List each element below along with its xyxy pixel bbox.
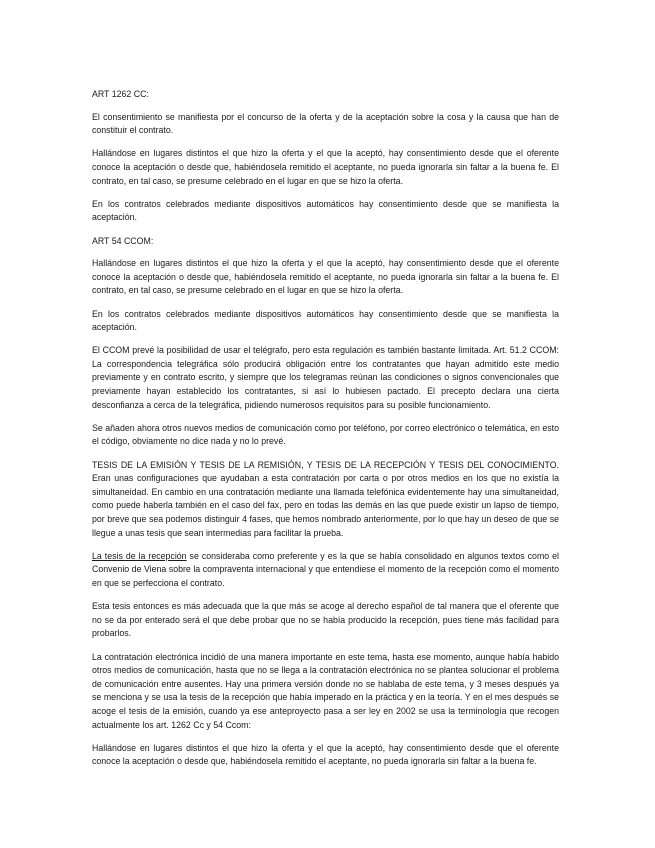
paragraph: Esta tesis entonces es más adecuada que la que más se acoge al derecho español de tal manera que el oferente que no se da por enterado será el que debe probar que no se había producido la recepción, pues tiene más facilidad para probarlos. (92, 601, 559, 639)
paragraph: TESIS DE LA EMISIÓN Y TESIS DE LA REMISIÓN, Y TESIS DE LA RECEPCIÓN Y TESIS DEL CONOCIMIENTO. Eran unas configuraciones que ayudaban a esta contratación por carta o por otros medios en los que no existía la simultaneidad. En cambio en una contratación mediante una llamada telefónica evidentemente hay una simultaneidad, como puede haberla también en el caso del fax, pero en todas las demás en las que puede existir un lapso de tiempo, por breve que sea podemos distinguir 4 fases, que hemos nombrado anteriormente, por lo que hay un deseo de que se llegue a unas tesis que sean intermedias para facilitar la prueba. (92, 459, 559, 538)
paragraph: El consentimiento se manifiesta por el concurso de la oferta y de la aceptación sobre la cosa y la causa que han de constituir el contrato. (92, 111, 559, 136)
paragraph: Se añaden ahora otros nuevos medios de comunicación como por teléfono, por correo electrónico o telemática, en esto el código, obviamente no dice nada y no lo prevé. (92, 422, 559, 447)
paragraph: El CCOM prevé la posibilidad de usar el telégrafo, pero esta regulación es también bastante limitada. Art. 51.2 CCOM: La correspondencia telegráfica sólo producirá obligación entre los contratantes que hayan admitido este medio previamente y en contrato escrito, y siempre que los telegramas reúnan las condiciones o signos convencionales que previamente hayan establecido los contratantes, si así lo hubiesen pactado. El precepto declara una cierta desconfianza a cerca de la telegráfica, pidiendo numerosos requisitos para su posible funcionamiento. (92, 345, 559, 410)
heading-art-54-ccom: ART 54 CCOM: (92, 235, 154, 246)
paragraph: Hallándose en lugares distintos el que hizo la oferta y el que la aceptó, hay consentimiento desde que el oferente conoce la aceptación o desde que, habiéndosela remitido el aceptante, no pueda ignorarla sin faltar a la buena fe. (92, 742, 559, 767)
paragraph: La contratación electrónica incidió de una manera importante en este tema, hasta ese momento, aunque había habido otros medios de comunicación, hasta que no se llega a la contratación electrónica no se plantea solucionar el problema de comunicación entre ausentes. Hay una primera versión donde no se hablaba de este tema, y 3 meses después ya se menciona y se usa la tesis de la recepción que había imperado en la práctica y en la teoría. Y en el mes después se acoge el tesis de la emisión, cuando ya ese anteproyecto pasa a ser ley en 2002 se usa la terminología que recogen actualmente los art. 1262 Cc y 54 Ccom: (92, 651, 559, 730)
paragraph: Hallándose en lugares distintos el que hizo la oferta y el que la aceptó, hay consentimiento desde que el oferente conoce la aceptación o desde que, habiéndosela remitido el aceptante, no pueda ignorarla sin faltar a la buena fe. El contrato, en tal caso, se presume celebrado en el lugar en que se hizo la oferta. (92, 148, 559, 186)
paragraph: En los contratos celebrados mediante dispositivos automáticos hay consentimiento desde que se manifiesta la aceptación. (92, 308, 559, 333)
paragraph (92, 550, 559, 591)
paragraph: En los contratos celebrados mediante dispositivos automáticos hay consentimiento desde que se manifiesta la aceptación. (92, 198, 559, 223)
paragraph: Hallándose en lugares distintos el que hizo la oferta y el que la aceptó, hay consentimiento desde que el oferente conoce la aceptación o desde que, habiéndosela remitido el aceptante, no pueda ignorarla sin faltar a la buena fe. El contrato, en tal caso, se presume celebrado en el lugar en que se hizo la oferta. (92, 258, 559, 296)
paragraph-text: se consideraba como preferente y es la que se había consolidado en algunos textos como el Convenio de Viena sobre la compraventa internacional y que entendiese el momento de la recepción como el momento en que se perfecciona el contrato. (92, 550, 559, 588)
heading-art-1262-cc: ART 1262 CC: (92, 89, 149, 99)
underlined-term: La tesis de la recepción (92, 550, 187, 561)
